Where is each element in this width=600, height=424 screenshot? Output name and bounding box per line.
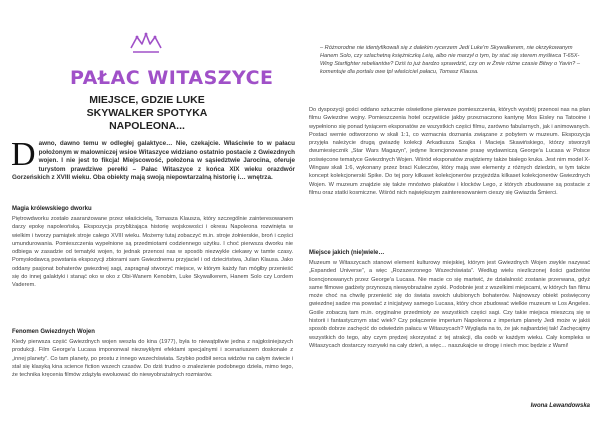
right-paragraph: Do dyspozycji gości oddano sztucznie oświetlone pierwsze pomieszczenia, których wystrój przenosi nas na plan filmu Gwiezdne wojny. Pomieszczenia hotel oczywiście jakby przeznaczono kantynę Mos Eisley na Tatooine i wypełniono się ponad tysiącem eksponatów ze wszystkich części filmu, zarówno fabularnych, jak i animowanych. Postaci wernie odtworzono w skali 1:1, co wzmacnia doznania związane z pobytem w muzeum. Ekspozycja przyjęła należycie drugą gwiazdę kolekcji Arkadiusza Szajka i Macieja Skawińskiego, którzy stworzyli dwumiesięcznik „Star Wars Magazyn”, jedyne licencjonowane prasę wydawniczą George'a Lucasa w Polsce poświęcone tematyce Gwiezdnych Wojen. Wśród eksponatów znajdziemy także białego kruka. Jest nim model X-Wingaw skali 1:6, wykonany przez braci Kuleczów, który mają swe elementy z różnych dziedzin, w tym także koncept kolekcjonerski Spike. Do tej pory kilkaset kolekcjonerów przyjeżdża kilkaset kolekcjonerów Gwiezdnych Wojen. W muzeum znajdzie się także mnóstwo plakatów i klocków Lego, z których zbudowane są postacie z filmu oraz statki kosmiczne. Wśród nich największym zainteresowaniem cieszy się Gwiazda Śmierci.: [309, 107, 590, 196]
section-body: Muzeum w Witaszycach stanowi element kulturowy miejskiej, którym jest Gwiezdnych Wojen zwykle nazywać „Expanded Universe”, a więc „Rozszerzonego Wszechświata”. Według wielu niezliczonej ilości gadżetów licencjonowanych przez George'a Lucasa. Nie macie co się martwić, że działalność zostanie przerwana, gdyż same filmowe gadżety przynoszą niewyobrażalne zyski. Podobnie jest z wszelkimi miejscami, w których fan filmu może choć na chwilę przenieść się do świata swoich ulubionych bohaterów. Najnowszy obiekt poświęcony gwiezdnej sadze ma powstać z inicjatywy samego Lucasa, który chce zbudować wielkie muzeum w Los Angeles. Gośle zobaczą tam m.in. oryginalne przedmioty ze wszystkich części sagi. Czy takie miejsca mieszczą się w historii i fantastycznym stać wiek? Czy połączenie imperium Napoleona z imperium planety Jedi może w jakiś sposób dobrze zachęcić do odwiedzin pałacu w Witaszycach? Wygląda na to, że jak najbardziej tak! Zachęcajmy wszystkich do tego, aby czym prędzej skorzystać z tej atrakcji, dla osób w każdym wieku. Cały kompleks w Witaszycach dostarczy rozrywki na cały dzień, a więc… naszukajcie w drogę i niech moc będzie z Wami!: [309, 260, 590, 349]
quote: – Różnorodne nie identyfikowali się z dalekim rycerzem Jedi Luke'm Skywalkerem, nie okrzykowanym Hanem Solo, czy szlachetną księżniczką Leią, albo nie marzył o tym, by stać się sterem myśliwca T-65X-Wing Starfighter rebeliantów? Dziś to już bardzo sprawdzić, czy on w Żmie różne czasie Bitwy o Yavin? – komentuje dla portalu owe tpl właściciel pałacu, Tomasz Klausa.: [320, 45, 580, 75]
dropcap: D: [11, 136, 36, 173]
section-body: Piętrowdworku zostało zaaranżowane przez właścicielą, Tomasza Klausza, który szczególnie zainteresowanem darzy epokę napoleońską. Ekspozycja przybliżająca historię wojskowości i okresu Napoleona rozwinięta w wielkim i tworzy pamiątek stroje całego XVIII wieku. Możemy tutaj zobaczyć m.in. stroje żołnierskie, broń i części umundurowania. Pomieszczenia wypełnione są przedmiotami codziennego użytku. I choć pierwsza dworku nie odbiega w zasadzie od tematyki wojen, to jednak przenosi nas w sposób niezwykle ciekawy w tamte czasy. Pomysłodawcą powstania ekspozycji zbiorami sam Gwiezdnemu przyjaciel i od dzieciństwa, Julian Klausa. Jako oddany pasjonat bohaterów gwiezdnej sagi, zapragnął stworzyć miejsce, w którym każdy fan mógłby przenieść się do innej galaktyki i stanąć oko w oko z Obi-Wanem Kenobim, Luke Skywalkerem, Hanem Solo czy Lordem Vaderem.: [12, 216, 293, 289]
section-body: Kiedy pierwsza część Gwiezdnych wojen weszła do kina (1977), była to niewątpliwie jedna z najgłośniejszych produkcji. Film George'a Lucasa impononwał niezwykłymi efektami specjalnymi i scenariuszem doskonale z „innej planety”. Co tam planety, po prostu z innego wszechświata. Szybko podbił serca widzów na całym świecie i stał się klasyką kina science fiction wszech czasów. Do dziś trudno o znalezienie podobnego dzieła, mimo tego, że technika kręcenia filmów zdążyła ewoluować do niewyobrażalnych rozmiarów.: [12, 339, 293, 379]
page-title: PAŁAC WITASZYCE: [70, 67, 274, 89]
intro-paragraph: [11, 136, 295, 183]
author-signature: Iwona Lewandowska: [530, 403, 590, 409]
section-title: Magia królewskiego dworku: [12, 206, 92, 212]
section-title: Miejsce jakich (nie)wiele…: [309, 250, 385, 256]
intro-text: awno, dawno temu w odległej galaktyce… Nie, czekajcie. Właściwie to w pałacu położonym w malowniczej wsioe Witaszyce widziano ostatnio postacie z Gwiezdnych wojen. I nie jest to fikcja! Miejscowość, położona w sąsiedztwie Jarocina, oferuje turystom prawdziwe perełki – Pałac Witaszyce z końca XIX wieku orazdwór Gorzeńskich z XVIII wieku. Oba obiekty mają swoją niepowtarzalną historię i… wnętrza.: [12, 140, 295, 181]
crown-icon: [129, 32, 163, 54]
section-title: Fenomen Gwiezdnych Wojen: [12, 329, 95, 335]
page-subtitle: MIEJSCE, GDZIE LUKE SKYWALKER SPOTYKA NAPOLEONA...: [86, 94, 208, 132]
